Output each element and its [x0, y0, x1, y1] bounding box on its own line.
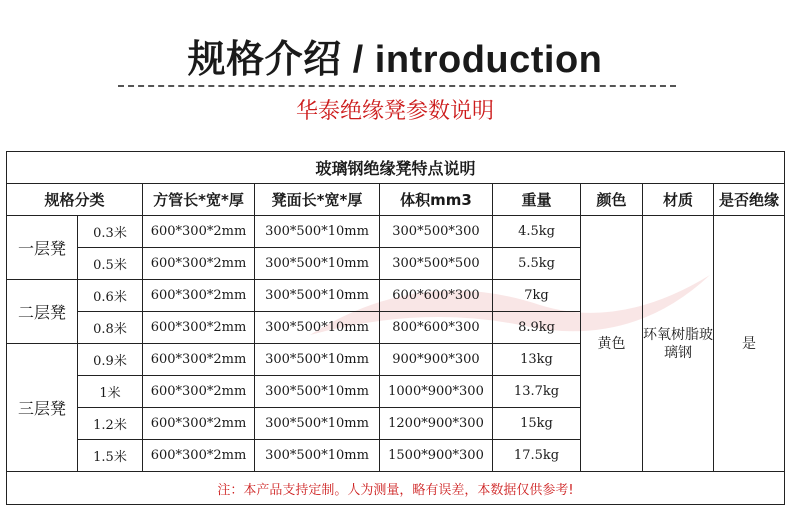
height-cell: 1米 [78, 376, 143, 408]
col-header-color: 颜色 [581, 184, 643, 216]
table-row [7, 216, 785, 248]
weight-cell: 5.5kg [493, 248, 581, 280]
volume-cell: 300*500*500 [380, 248, 493, 280]
tier-label: 一层凳 [7, 216, 78, 280]
weight-cell: 15kg [493, 408, 581, 440]
spec-table [6, 151, 785, 505]
tier-label: 二层凳 [7, 280, 78, 344]
seat-cell: 300*500*10mm [255, 344, 380, 376]
volume-cell: 300*500*300 [380, 216, 493, 248]
col-header-insulated: 是否绝缘 [714, 184, 785, 216]
tube-cell: 600*300*2mm [143, 408, 255, 440]
seat-cell: 300*500*10mm [255, 440, 380, 472]
volume-cell: 900*900*300 [380, 344, 493, 376]
color-cell: 黄色 [581, 216, 643, 472]
page-title: 规格介绍 / introduction [187, 39, 603, 81]
height-cell: 0.3米 [78, 216, 143, 248]
tube-cell: 600*300*2mm [143, 344, 255, 376]
material-cell: 环氧树脂玻璃钢 [643, 216, 714, 472]
weight-cell: 8.9kg [493, 312, 581, 344]
volume-cell: 600*600*300 [380, 280, 493, 312]
weight-cell: 13.7kg [493, 376, 581, 408]
col-header-tube: 方管长*宽*厚 [143, 184, 255, 216]
tier-label: 三层凳 [7, 344, 78, 472]
tube-cell: 600*300*2mm [143, 376, 255, 408]
weight-cell: 17.5kg [493, 440, 581, 472]
height-cell: 0.5米 [78, 248, 143, 280]
weight-cell: 13kg [493, 344, 581, 376]
seat-cell: 300*500*10mm [255, 408, 380, 440]
height-cell: 1.5米 [78, 440, 143, 472]
height-cell: 0.6米 [78, 280, 143, 312]
tube-cell: 600*300*2mm [143, 312, 255, 344]
height-cell: 1.2米 [78, 408, 143, 440]
volume-cell: 1200*900*300 [380, 408, 493, 440]
tube-cell: 600*300*2mm [143, 248, 255, 280]
height-cell: 0.8米 [78, 312, 143, 344]
col-header-weight: 重量 [493, 184, 581, 216]
tube-cell: 600*300*2mm [143, 216, 255, 248]
seat-cell: 300*500*10mm [255, 216, 380, 248]
col-header-material: 材质 [643, 184, 714, 216]
height-cell: 0.9米 [78, 344, 143, 376]
weight-cell: 7kg [493, 280, 581, 312]
tube-cell: 600*300*2mm [143, 440, 255, 472]
insulated-cell: 是 [714, 216, 785, 472]
table-caption: 玻璃钢绝缘凳特点说明 [7, 152, 785, 184]
col-header-spec: 规格分类 [7, 184, 143, 216]
volume-cell: 1500*900*300 [380, 440, 493, 472]
seat-cell: 300*500*10mm [255, 248, 380, 280]
volume-cell: 800*600*300 [380, 312, 493, 344]
page-subtitle: 华泰绝缘凳参数说明 [295, 99, 494, 124]
title-divider [118, 85, 676, 87]
seat-cell: 300*500*10mm [255, 280, 380, 312]
volume-cell: 1000*900*300 [380, 376, 493, 408]
col-header-seat: 凳面长*宽*厚 [255, 184, 380, 216]
tube-cell: 600*300*2mm [143, 280, 255, 312]
disclaimer-note: 注：本产品支持定制。人为测量，略有误差，本数据仅供参考! [7, 472, 785, 505]
col-header-volume: 体积mm3 [380, 184, 493, 216]
seat-cell: 300*500*10mm [255, 376, 380, 408]
seat-cell: 300*500*10mm [255, 312, 380, 344]
header-row [7, 184, 785, 216]
weight-cell: 4.5kg [493, 216, 581, 248]
